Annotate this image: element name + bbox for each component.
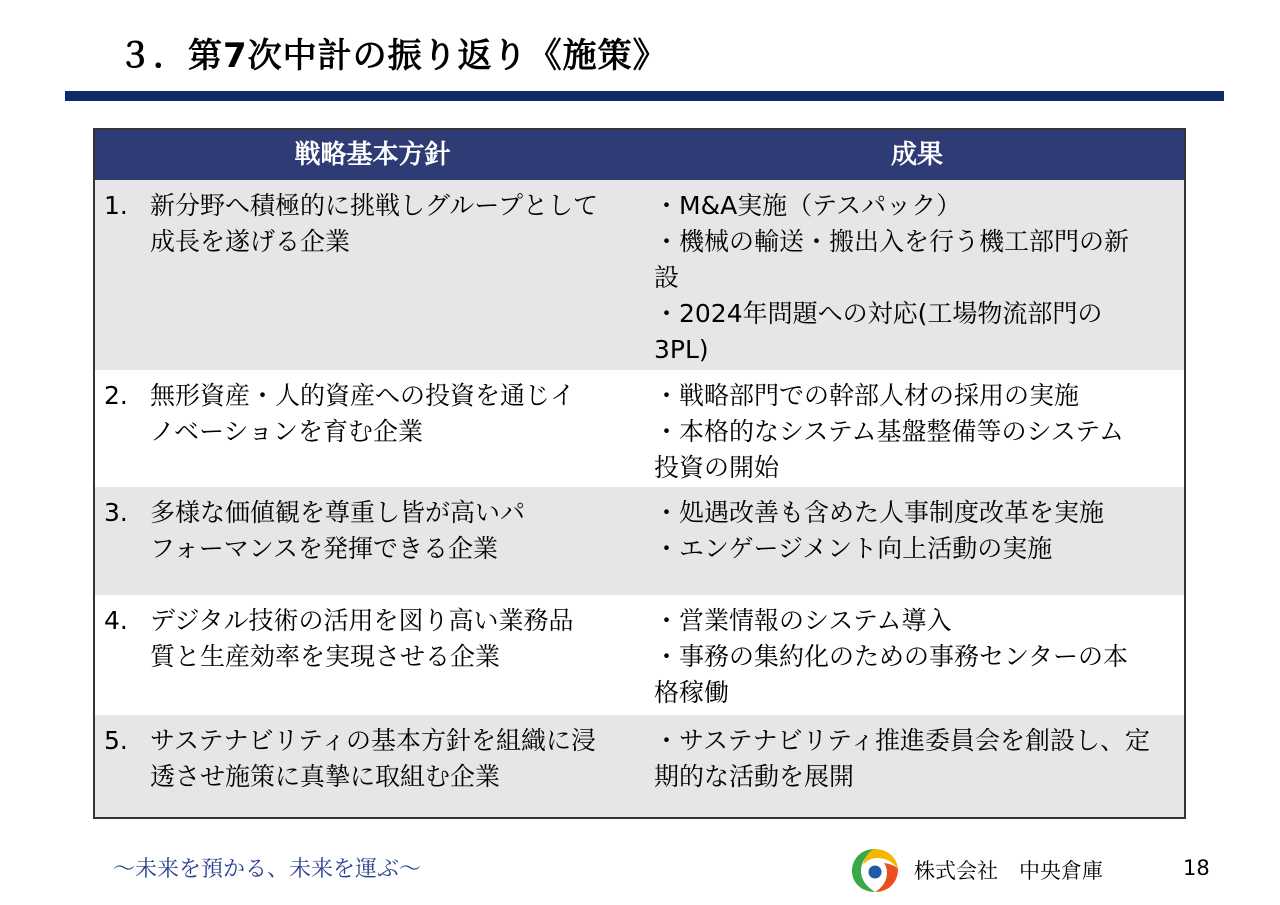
table-header [95, 130, 1184, 182]
page-title: ３．第7次中計の振り返り《施策》 [118, 36, 668, 76]
row-number: 3. [104, 498, 128, 527]
policy-line: 質と生産効率を実現させる企業 [150, 642, 501, 671]
policy-line: 成長を遂げる企業 [150, 227, 351, 256]
page-number: 18 [1183, 856, 1210, 880]
policy-text [150, 495, 630, 567]
title-underline-bar [65, 91, 1224, 101]
result-line: ・エンゲージメント向上活動の実施 [654, 534, 1053, 563]
header-strategy: 戦略基本方針 [294, 140, 451, 170]
results-text [654, 378, 1174, 486]
swirl-logo-icon [849, 845, 901, 895]
result-line: ・機械の輸送・搬出入を行う機工部門の新 [654, 227, 1130, 256]
result-line: 期的な活動を展開 [654, 762, 855, 791]
result-line: 設 [654, 263, 680, 292]
footer-tagline: ～未来を預かる、未来を運ぶ～ [113, 857, 422, 882]
policy-text [150, 188, 630, 260]
result-line: ・2024年問題への対応(工場物流部門の [654, 299, 1103, 328]
table-row [95, 370, 1184, 487]
table-row [95, 595, 1184, 715]
policy-line: デジタル技術の活用を図り高い業務品 [150, 606, 574, 635]
policy-text [150, 723, 630, 795]
company-name: 株式会社 中央倉庫 [914, 859, 1103, 883]
result-line: 3PL) [654, 335, 709, 364]
results-text [654, 188, 1174, 368]
results-text [654, 495, 1174, 567]
result-line: ・処遇改善も含めた人事制度改革を実施 [654, 498, 1105, 527]
result-line: 格稼働 [654, 678, 730, 707]
result-line: 投資の開始 [654, 453, 780, 482]
result-line: ・M&A実施（テスパック） [654, 191, 962, 220]
policy-line: 無形資産・人的資産への投資を通じイ [150, 381, 576, 410]
result-line: ・事務の集約化のための事務センターの本 [654, 642, 1129, 671]
policy-text [150, 603, 630, 675]
policy-line: 多様な価値観を尊重し皆が高いパ [150, 498, 526, 527]
result-line: ・本格的なシステム基盤整備等のシステム [654, 417, 1125, 446]
policy-line: 透させ施策に真摯に取組む企業 [150, 762, 501, 791]
policy-line: ノベーションを育む企業 [150, 417, 424, 446]
row-number: 5. [104, 726, 128, 755]
result-line: ・サステナビリティ推進委員会を創設し、定 [654, 726, 1151, 755]
policy-text [150, 378, 630, 450]
result-line: ・戦略部門での幹部人材の採用の実施 [654, 381, 1080, 410]
table-row [95, 715, 1184, 817]
header-results: 成果 [890, 140, 943, 170]
table-row [95, 487, 1184, 595]
results-text [654, 723, 1174, 795]
result-line: ・営業情報のシステム導入 [654, 606, 952, 635]
policy-line: フォーマンスを発揮できる企業 [150, 534, 499, 563]
results-text [654, 603, 1174, 711]
policy-table [93, 128, 1186, 819]
row-number: 1. [104, 191, 128, 220]
row-number: 2. [104, 381, 128, 410]
policy-line: サステナビリティの基本方針を組織に浸 [150, 726, 597, 755]
table-row [95, 180, 1184, 370]
policy-line: 新分野へ積極的に挑戦しグループとして [150, 191, 599, 220]
row-number: 4. [104, 606, 128, 635]
